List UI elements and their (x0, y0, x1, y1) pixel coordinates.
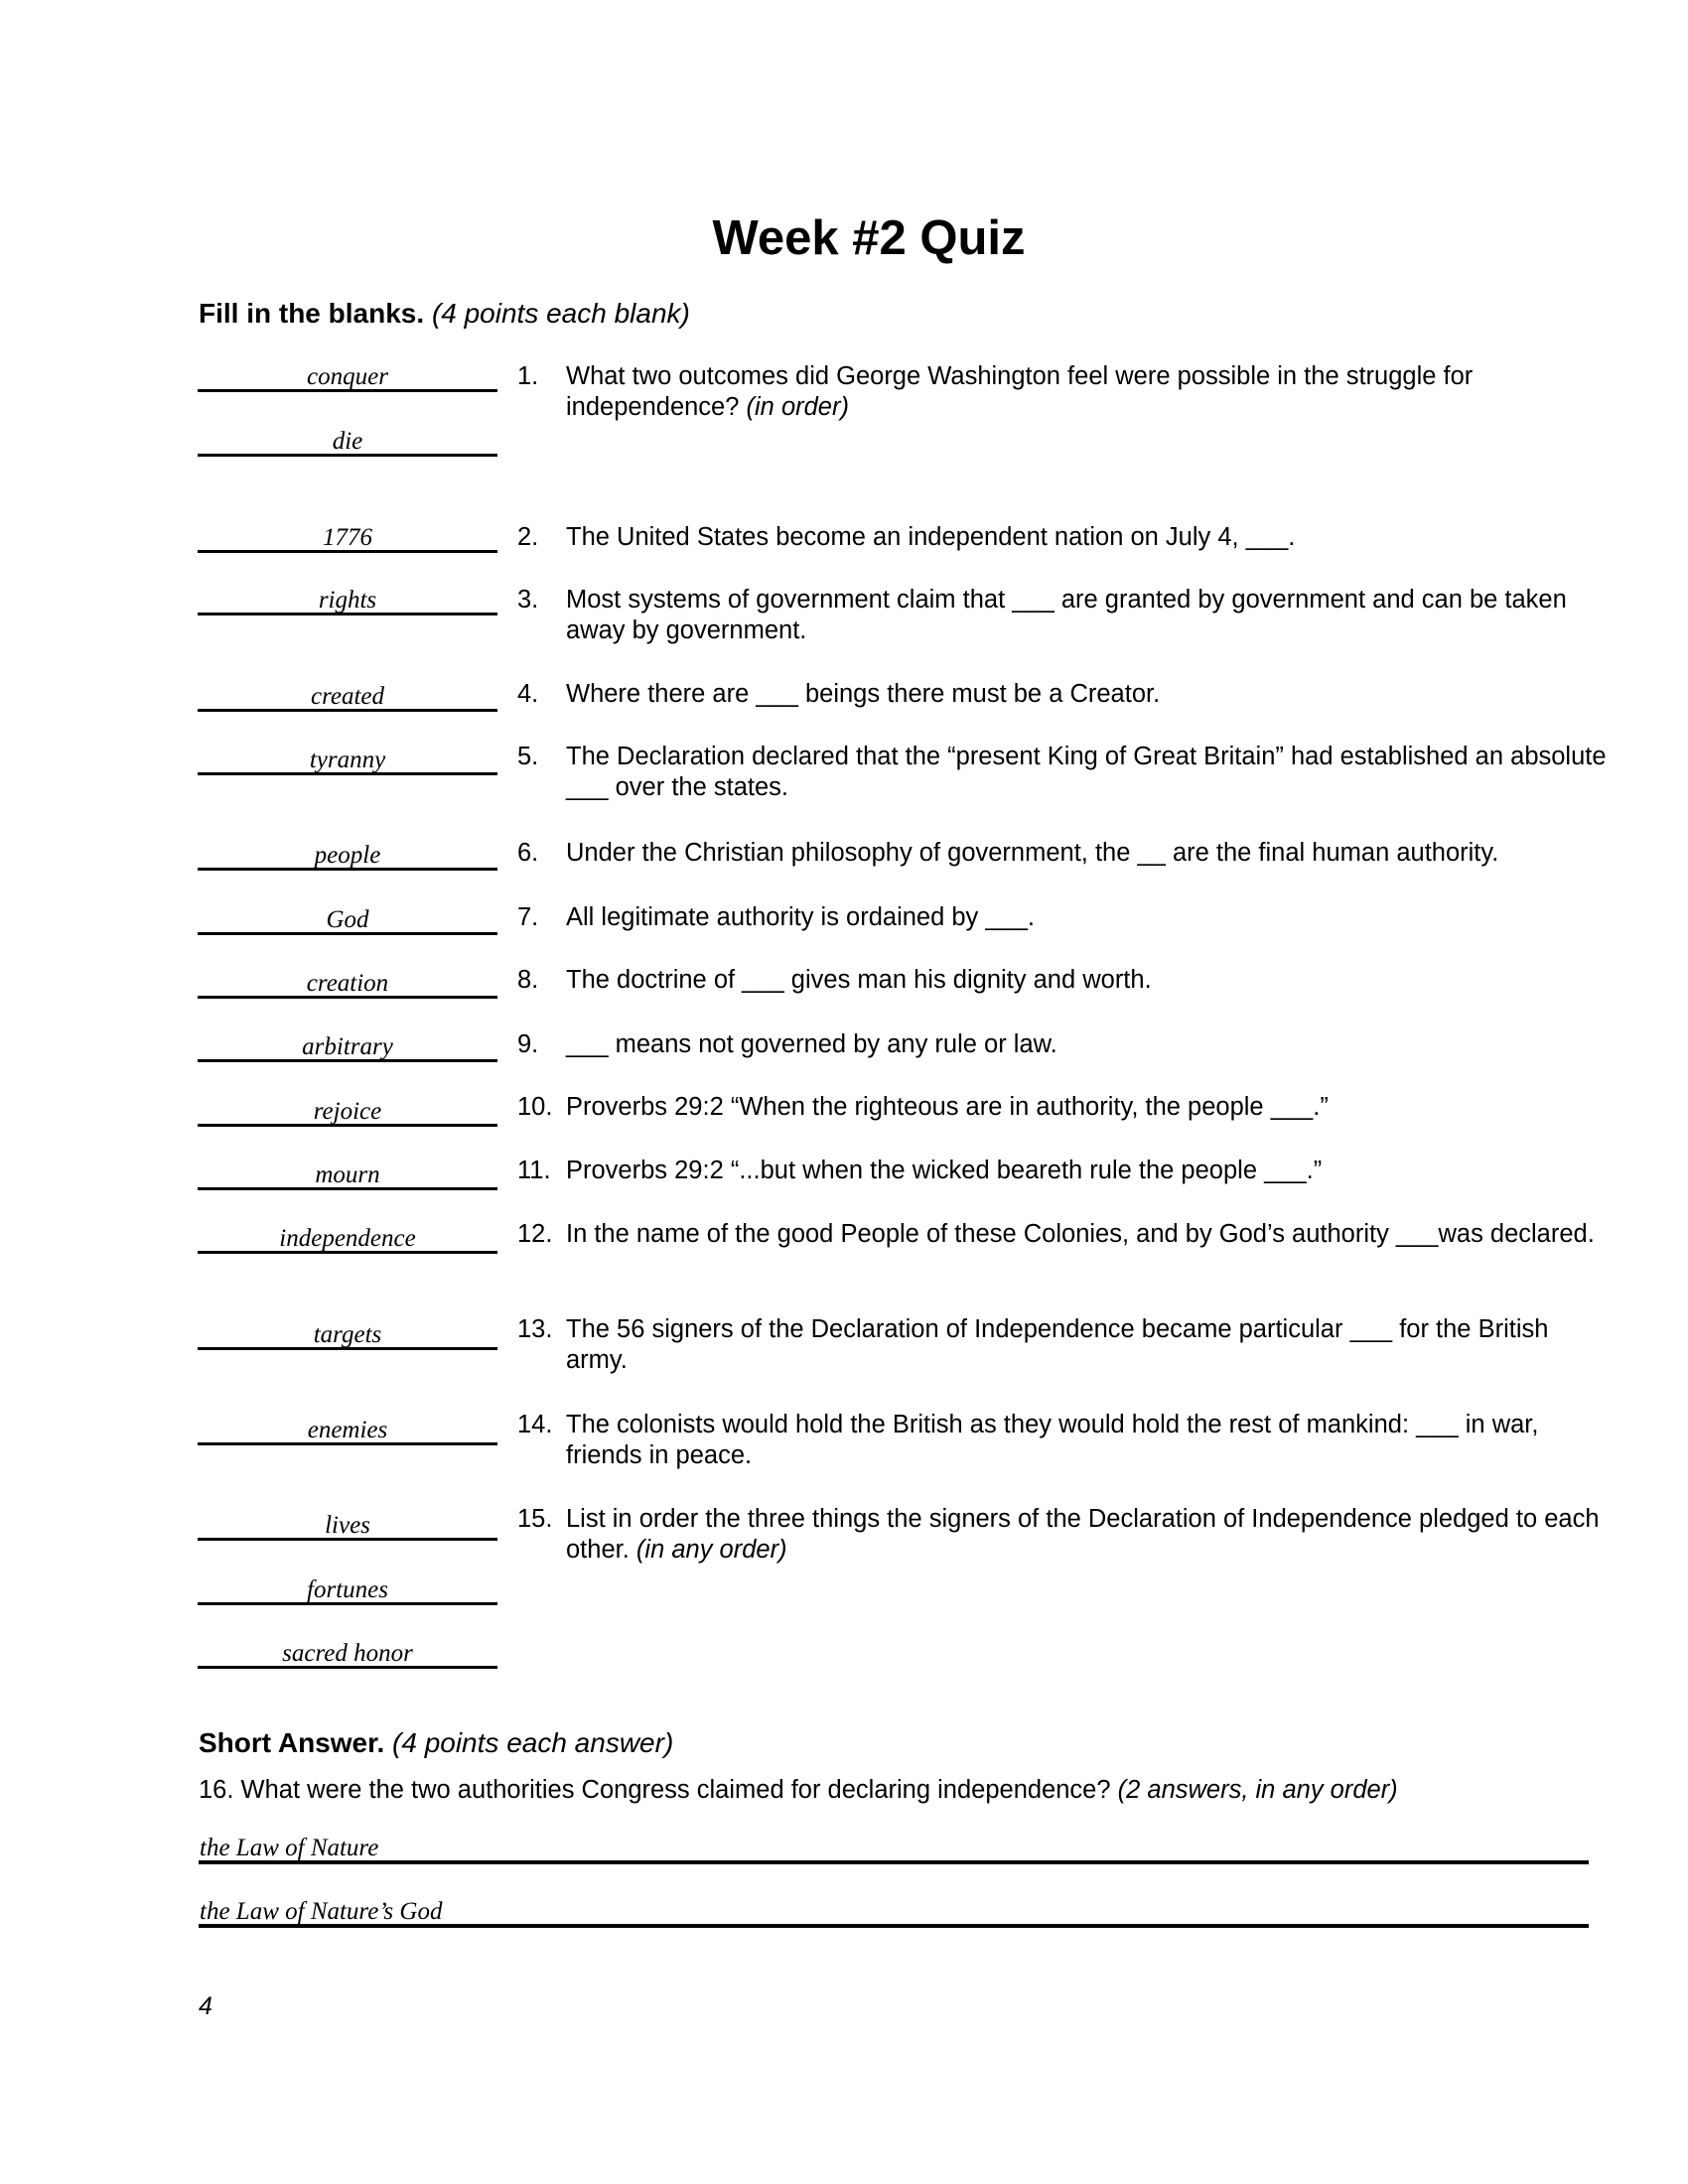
fill-section-heading (199, 298, 690, 330)
question-note: (in order) (746, 393, 849, 421)
question-number: 8. (517, 966, 539, 994)
short-section-title: Short Answer. (199, 1727, 385, 1758)
question-16 (199, 1774, 1638, 1806)
question-text: The 56 signers of the Declaration of Independence became particular ___ for the British army. (566, 1315, 1549, 1374)
short-answer-line-2 (199, 1924, 1589, 1928)
question-number: 5. (517, 743, 539, 770)
question-text: The doctrine of ___ gives man his dignity and worth. (566, 966, 1152, 994)
question-text: Proverbs 29:2 “...but when the wicked beareth rule the people ___.” (566, 1157, 1323, 1184)
question-text: Most systems of government claim that ___ are granted by government and can be taken away by government. (566, 586, 1567, 644)
question-number: 4. (517, 680, 539, 708)
blank-line-8 (198, 996, 497, 999)
answer-8[interactable]: creation (306, 970, 389, 997)
answer-12[interactable]: independence (279, 1225, 416, 1252)
question-number: 7. (517, 903, 539, 931)
answer-14[interactable]: enemies (307, 1417, 388, 1443)
blank-line-13 (198, 1347, 497, 1350)
page-title: Week #2 Quiz (712, 211, 1026, 265)
blank-line-6 (198, 868, 497, 871)
blank-line-15a (198, 1538, 497, 1541)
question-number: 13. (517, 1315, 553, 1343)
answer-13[interactable]: targets (313, 1321, 382, 1348)
question-number: 11. (517, 1157, 551, 1184)
blank-line-9 (198, 1059, 497, 1062)
question-note: (2 answers, in any order) (1117, 1776, 1398, 1804)
fill-section-title: Fill in the blanks. (199, 298, 425, 329)
answer-4[interactable]: created (310, 683, 385, 710)
question-text: Proverbs 29:2 “When the righteous are in authority, the people ___.” (566, 1093, 1329, 1121)
question-number: 9. (517, 1030, 539, 1058)
answer-1a[interactable]: conquer (307, 363, 388, 390)
answer-2[interactable]: 1776 (323, 524, 372, 551)
short-section-heading (199, 1727, 673, 1759)
blank-line-2 (198, 550, 497, 553)
question-text: The Declaration declared that the “present King of Great Britain” had established an absolute ___ over the states. (566, 743, 1607, 801)
question-text: The colonists would hold the British as they would hold the rest of mankind: ___ in war, friends in peace. (566, 1411, 1539, 1469)
answer-15c[interactable]: sacred honor (282, 1640, 413, 1667)
short-answer-1[interactable]: the Law of Nature (200, 1835, 379, 1861)
question-text: The United States become an independent nation on July 4, ___. (566, 523, 1296, 551)
blank-line-11 (198, 1187, 497, 1190)
short-section-note: (4 points each answer) (392, 1727, 674, 1758)
blank-line-10 (198, 1124, 497, 1127)
question-text: Where there are ___ beings there must be a Creator. (566, 680, 1161, 708)
question-number: 10. (517, 1093, 553, 1121)
page-number: 4 (199, 1992, 212, 2020)
answer-9[interactable]: arbitrary (302, 1033, 393, 1060)
question-text: All legitimate authority is ordained by ___. (566, 903, 1036, 931)
blank-line-15b (198, 1602, 497, 1605)
question-note: (in any order) (635, 1536, 787, 1564)
question-body: List in order the three things the signers of the Declaration of Independence pledged to each other. (566, 1505, 1600, 1564)
question-number: 6. (517, 839, 539, 867)
question-text: Under the Christian philosophy of government, the __ are the final human authority. (566, 839, 1499, 867)
blank-line-4 (198, 709, 497, 712)
question-number: 1. (517, 362, 539, 390)
question-text (566, 361, 1609, 423)
question-number: 12. (517, 1220, 553, 1248)
answer-6[interactable]: people (314, 842, 381, 869)
question-body: What two outcomes did George Washington feel were possible in the struggle for independence? (566, 362, 1474, 421)
question-text: ___ means not governed by any rule or law. (566, 1030, 1057, 1058)
question-number: 3. (517, 586, 539, 614)
answer-1b[interactable]: die (332, 428, 363, 455)
blank-line-15c (198, 1666, 497, 1669)
blank-line-12 (198, 1251, 497, 1254)
blank-line-3 (198, 613, 497, 615)
question-number: 15. (517, 1505, 553, 1533)
blank-line-7 (198, 932, 497, 935)
question-number: 14. (517, 1411, 553, 1438)
blank-line-14 (198, 1442, 497, 1445)
answer-7[interactable]: God (326, 906, 369, 933)
answer-3[interactable]: rights (318, 587, 377, 614)
question-text (566, 1504, 1648, 1566)
answer-11[interactable]: mourn (315, 1161, 380, 1188)
question-text: In the name of the good People of these Colonies, and by God’s authority ___was declared. (566, 1220, 1595, 1248)
answer-10[interactable]: rejoice (313, 1098, 382, 1125)
blank-line-5 (198, 772, 497, 775)
short-answer-2[interactable]: the Law of Nature’s God (200, 1898, 443, 1925)
question-number: 16. (199, 1776, 234, 1804)
blank-line-1b (198, 454, 497, 457)
question-number: 2. (517, 523, 539, 551)
short-answer-line-1 (199, 1860, 1589, 1864)
answer-15b[interactable]: fortunes (307, 1576, 388, 1603)
blank-line-1a (198, 389, 497, 392)
fill-section-note: (4 points each blank) (431, 298, 690, 329)
question-body: What were the two authorities Congress claimed for declaring independence? (240, 1776, 1111, 1804)
answer-15a[interactable]: lives (325, 1512, 370, 1539)
answer-5[interactable]: tyranny (309, 747, 386, 773)
